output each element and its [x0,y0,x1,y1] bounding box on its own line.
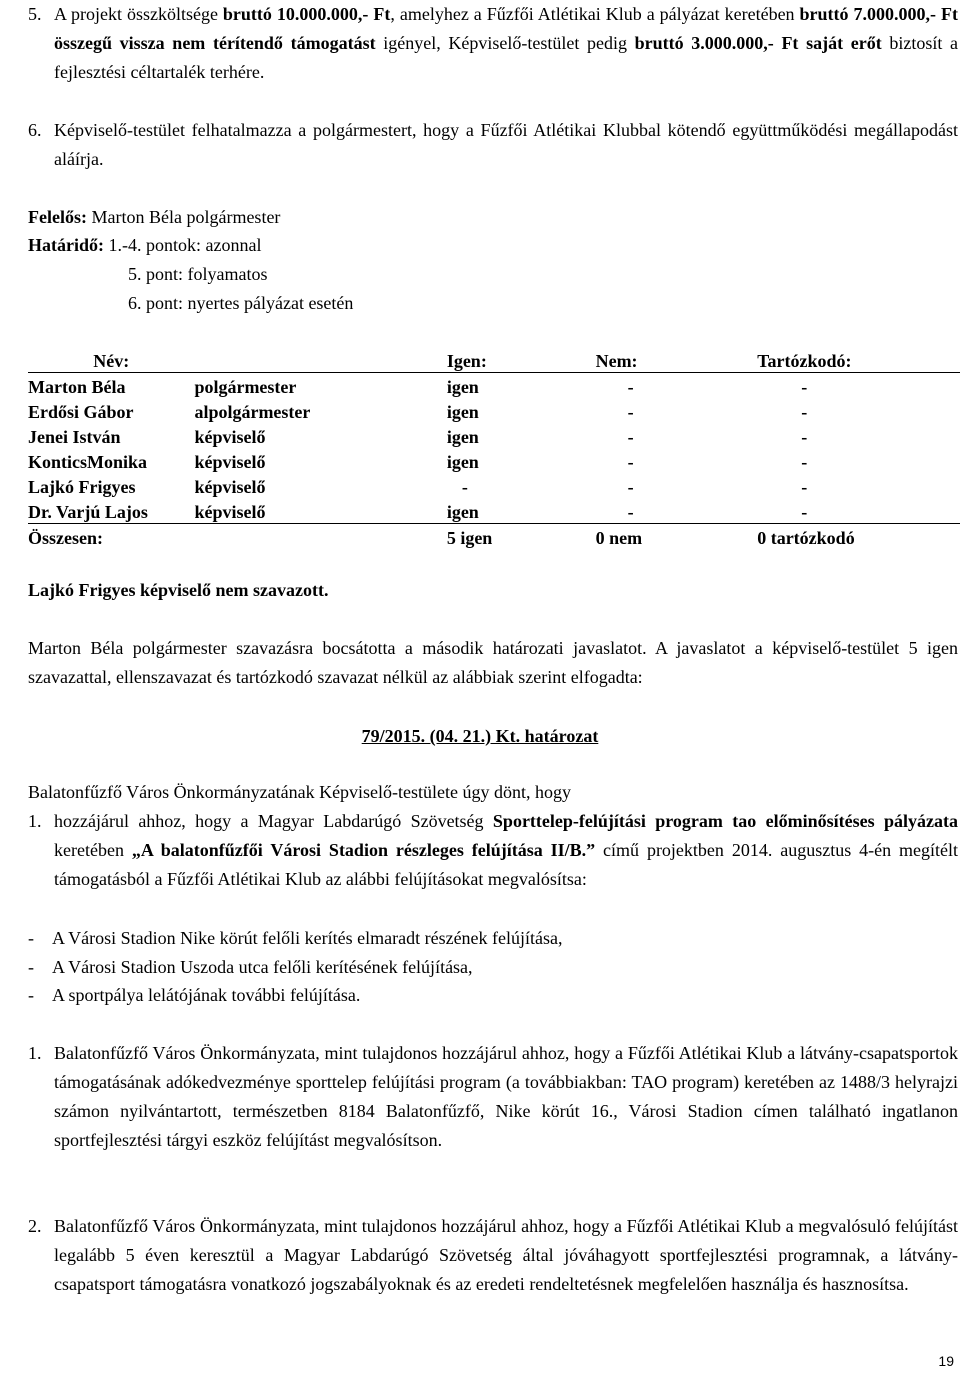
paragraph-1-number: 1. [28,1043,42,1063]
point-1-text-part: hozzájárul ahhoz, hogy a Magyar Labdarúgó Szövetség [54,811,493,831]
not-voted-note: Lajkó Frigyes képviselő nem szavazott. [28,580,329,600]
vote-row [28,373,960,399]
vote-cell-yes: - [461,477,468,497]
vote-cell-abstain: - [757,498,960,524]
header-yes: Igen: [447,347,596,373]
item-5-text-part: biztosít a fejlesztési céltartalék terhére. [54,33,959,82]
vote-row [28,448,960,473]
item-5-text-part: igényel, Képviselő-testület pedig [375,33,635,53]
item-5-text-part: A projekt összköltsége [54,4,223,24]
total-no: 0 nem [595,528,643,548]
resolution-title: 79/2015. (04. 21.) Kt. határozat [361,726,599,746]
deadline-value: 1.-4. pontok: azonnal [104,235,262,255]
decision-point-1 [28,807,958,894]
vote-cell-abstain: - [801,427,808,447]
vote-cell-no: - [596,498,758,524]
vote-cell-yes: igen [446,427,479,447]
paragraph-2-number: 2. [28,1216,42,1236]
deadline-line [28,231,261,260]
total-abstain: 0 tartózkodó [757,528,855,548]
vote-row [28,473,960,498]
vote-cell-name: Marton Béla [28,377,126,397]
vote-cell-no: - [627,402,634,422]
vote-cell-no: - [627,377,634,397]
bullet-item [28,924,563,952]
item-6-number: 6. [28,120,42,140]
responsible-line [28,203,280,232]
point-1-bold-program: Sporttelep-felújítási program tao előminősítéses pályázata [492,811,958,831]
header-role [194,347,446,373]
vote-cell-name: Dr. Varjú Lajos [28,498,194,524]
responsible-value: Marton Béla polgármester [86,207,281,227]
deadline-line-3: 6. pont: nyertes pályázat esetén [128,293,354,313]
item-5-text-part: , amelyhez a Fűzfői Atlétikai Klub a pályázat keretében [390,4,800,24]
point-1-text-part: című projektben 2014. augusztus 4-én megítélt támogatásból a Fűzfői Atlétikai Klub az alábbi felújításokat megvalósítsa: [54,840,958,889]
paragraph-1 [28,1039,958,1155]
responsible-label: Felelős: [28,207,87,227]
bullet-text: A Városi Stadion Nike körút felőli kerítés elmaradt részének felújítása, [52,928,563,948]
decision-intro: Balatonfűzfő Város Önkormányzatának Képviselő-testülete úgy dönt, hogy [28,782,572,802]
item-5-bold-grant: bruttó 7.000.000,- Ft összegű vissza nem térítendő támogatást [54,4,958,53]
vote-row [28,398,960,423]
vote-row [28,423,960,448]
paragraph-2-text: Balatonfűzfő Város Önkormányzata, mint tulajdonos hozzájárul ahhoz, hogy a Fűzfői Atlétikai Klub a megvalósuló felújítást legalább 5 éven keresztül a Magyar Labdarúgó Szövetség által jóváhagyott sportfejlesztési programnak, a látvány-csapatsport támogatásra vonatkozó jogszabályoknak és az eredeti rendeltetésnek megfelelően használja és hasznosítsa. [54,1216,958,1294]
item-5-number: 5. [28,4,42,24]
vote-total-row [28,524,960,550]
bullet-dash: - [28,985,34,1005]
vote-cell-abstain: - [801,477,808,497]
point-1-bold-project: „A balatonfűzfői Városi Stadion részleges felújítása II/B.” [131,840,596,860]
vote-table-header [28,347,960,373]
paragraph-1-text: Balatonfűzfő Város Önkormányzata, mint tulajdonos hozzájárul ahhoz, hogy a Fűzfői Atlétikai Klub a látvány-csapatsportok támogatásának adókedvezménye sporttelep felújítási program (a továbbiakban: TAO program) keretében az 1488/3 helyrajzi számon nyilvántartott, természetben 8184 Balatonfűzfő, Nike körút 16., Városi Stadion címen található ingatlanon sportfejlesztési tárgyi eszköz felújítást megvalósítson. [54,1043,958,1150]
bullet-dash: - [28,928,34,948]
vote-cell-no: - [627,452,634,472]
point-1-text-part: keretében [54,840,132,860]
page-number: 19 [938,1353,954,1369]
item-5 [28,0,958,87]
vote-cell-name: Jenei István [28,427,121,447]
item-6 [28,116,958,174]
vote-cell-no: - [627,477,634,497]
vote-cell-role: képviselő [194,452,266,472]
vote-cell-name: KonticsMonika [28,452,148,472]
vote-cell-yes: igen [446,402,479,422]
vote-cell-yes: igen [446,377,479,397]
vote-cell-role: képviselő [194,477,266,497]
paragraph-2 [28,1212,958,1299]
decision-point-1-number: 1. [28,811,42,831]
item-6-text: Képviselő-testület felhatalmazza a polgármestert, hogy a Fűzfői Atlétikai Klubbal kötendő együttműködési megállapodást aláírja. [54,120,958,169]
item-5-bold-total: bruttó 10.000.000,- Ft [222,4,391,24]
header-abstain: Tartózkodó: [757,347,960,373]
second-proposal-text: Marton Béla polgármester szavazásra bocsátotta a második határozati javaslatot. A javaslatot a képviselő-testület 5 igen szavazattal, ellenszavazat és tartózkodó szavazat nélkül az alábbiak szerint elfogadta: [28,638,958,687]
bullet-text: A Városi Stadion Uszoda utca felőli kerítésének felújítása, [52,957,473,977]
vote-cell-abstain: - [801,452,808,472]
vote-cell-name: Lajkó Frigyes [28,477,136,497]
decision-point-1-text [54,807,958,894]
header-name: Név: [28,347,194,373]
vote-cell-role: alpolgármester [194,402,311,422]
vote-cell-role: polgármester [194,377,297,397]
item-5-text [54,0,958,87]
header-no: Nem: [596,347,758,373]
total-label: Összesen: [28,528,103,548]
bullet-item [28,981,360,1009]
vote-cell-role: képviselő [194,498,446,524]
bullet-text: A sportpálya lelátójának további felújítása. [52,985,361,1005]
vote-cell-name: Erdősi Gábor [28,402,134,422]
vote-cell-role: képviselő [194,427,266,447]
vote-row [28,498,960,524]
total-role [194,524,446,550]
vote-table [28,347,960,549]
item-5-bold-own: bruttó 3.000.000,- Ft saját erőt [634,33,882,53]
vote-cell-abstain: - [801,377,808,397]
vote-cell-yes: igen [447,498,596,524]
total-yes: 5 igen [446,528,493,548]
deadline-line-2: 5. pont: folyamatos [128,264,268,284]
vote-cell-abstain: - [801,402,808,422]
vote-cell-no: - [627,427,634,447]
vote-cell-yes: igen [446,452,479,472]
bullet-dash: - [28,957,34,977]
deadline-label: Határidő: [28,235,104,255]
bullet-item [28,953,473,981]
